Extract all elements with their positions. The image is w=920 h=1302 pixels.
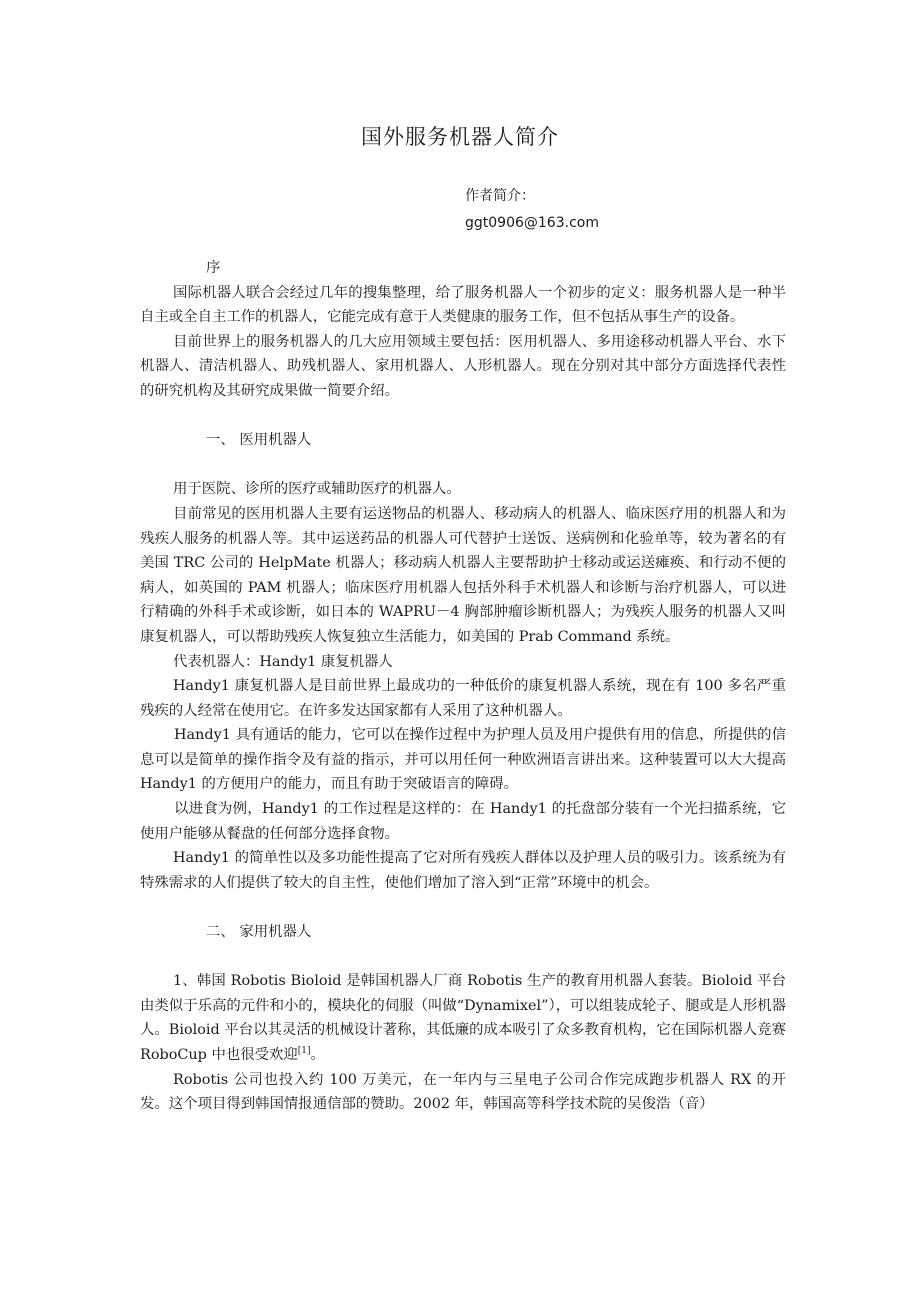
- medical-paragraph-3: 代表机器人：Handy1 康复机器人: [173, 653, 393, 670]
- document-title: 国外服务机器人简介: [361, 125, 559, 149]
- spacer: [140, 404, 786, 429]
- preface-heading: 序: [206, 260, 221, 276]
- medical-paragraph-6: 以进食为例，Handy1 的工作过程是这样的：在 Handy1 的托盘部分装有一个光扫描系统，它使用户能够从餐盘的任何部分选择食物。: [140, 801, 786, 842]
- author-block: [465, 183, 599, 237]
- spacer: [140, 453, 786, 478]
- home-paragraph-1: [140, 969, 786, 1067]
- medical-paragraph-4: Handy1 康复机器人是目前世界上最成功的一种低价的康复机器人系统，现在有 100 多名严重残疾的人经常在使用它。在许多发达国家都有人采用了这种机器人。: [140, 678, 786, 719]
- document-body: [140, 256, 786, 1117]
- preface-paragraph-2: 目前世界上的服务机器人的几大应用领域主要包括：医用机器人、多用途移动机器人平台、水下机器人、清洁机器人、助残机器人、家用机器人、人形机器人。现在分别对其中部分方面选择代表性的研究机构及其研究成果做一简要介绍。: [140, 333, 786, 399]
- home-paragraph-1-text: 1、韩国 Robotis Bioloid 是韩国机器人厂商 Robotis 生产的教育用机器人套装。Bioloid 平台由类似于乐高的元件和小的，模块化的伺服（叫做“Dynamixel”），可以组装成轮子、腿或是人形机器人。Bioloid 平台以其灵活的机械设计著称，其低廉的成本吸引了众多教育机构，它在国际机器人竞赛 RoboCup 中也很受欢迎: [140, 973, 786, 1063]
- home-paragraph-2: Robotis 公司也投入约 100 万美元，在一年内与三星电子公司合作完成跑步机器人 RX 的开发。这个项目得到韩国情报通信部的赞助。2002 年，韩国高等科学技术院的吴俊浩（音）: [140, 1071, 786, 1113]
- spacer: [140, 945, 786, 970]
- preface-paragraph-1: 国际机器人联合会经过几年的搜集整理，给了服务机器人一个初步的定义：服务机器人是一种半自主或全自主工作的机器人，它能完成有意于人类健康的服务工作，但不包括从事生产的设备。: [140, 284, 786, 326]
- home-paragraph-1-end: 。: [310, 1047, 325, 1063]
- medical-paragraph-1: 用于医院、诊所的医疗或辅助医疗的机器人。: [173, 481, 461, 498]
- author-email: ggt0906@163.com: [465, 215, 599, 231]
- section-heading-medical: 一、 医用机器人: [206, 432, 312, 449]
- section-heading-home: 二、 家用机器人: [206, 924, 312, 941]
- citation-reference[interactable]: [1]: [297, 1046, 311, 1057]
- medical-paragraph-7: Handy1 的简单性以及多功能性提高了它对所有残疾人群体以及护理人员的吸引力。该系统为有特殊需求的人们提供了较大的自主性，使他们增加了溶入到“正常”环境中的机会。: [140, 850, 786, 891]
- medical-paragraph-2: 目前常见的医用机器人主要有运送物品的机器人、移动病人的机器人、临床医疗用的机器人和为残疾人服务的机器人等。其中运送药品的机器人可代替护士送饭、送病例和化验单等，较为著名的有美国 TRC 公司的 HelpMate 机器人；移动病人机器人主要帮助护士移动或运送瘫痪、和行动不便的病人，如英国的 PAM 机器人；临床医疗用机器人包括外科手术机器人和诊断与治疗机器人，可以进行精确的外科手术或诊断，如日本的 WAPRU－4 胸部肿瘤诊断机器人；为残疾人服务的机器人又叫康复机器人，可以帮助残疾人恢复独立生活能力，如美国的 Prab Command 系统。: [140, 505, 786, 645]
- author-label: 作者简介：: [465, 188, 535, 204]
- spacer: [140, 895, 786, 920]
- medical-paragraph-5: Handy1 具有通话的能力，它可以在操作过程中为护理人员及用户提供有用的信息，所提供的信息可以是简单的操作指令及有益的指示，并可以用任何一种欧洲语言讲出来。这种装置可以大大提高 Handy1 的方便用户的能力，而且有助于突破语言的障碍。: [140, 727, 786, 793]
